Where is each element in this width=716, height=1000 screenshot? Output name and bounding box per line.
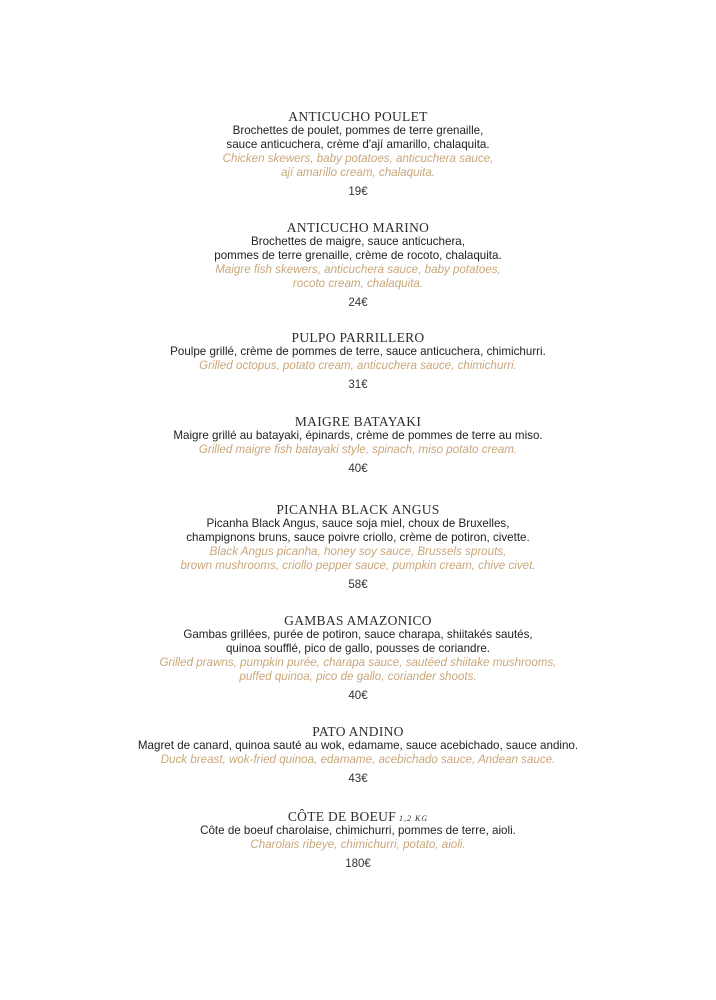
dish-title <box>0 503 716 517</box>
dish-name: MAIGRE BATAYAKI <box>294 414 422 429</box>
french-description-line: Brochettes de poulet, pommes de terre grenaille, <box>232 124 484 137</box>
dish-weight: 1,2 KG <box>399 814 429 823</box>
menu-item <box>0 110 716 199</box>
dish-name: ANTICUCHO MARINO <box>286 220 430 235</box>
french-description-line: quinoa soufflé, pico de gallo, pousses de coriandre. <box>225 642 491 655</box>
dish-price: 58€ <box>348 579 368 591</box>
dish-price: 40€ <box>348 690 368 702</box>
dish-price: 31€ <box>348 379 368 391</box>
dish-title <box>0 810 716 824</box>
dish-title <box>0 110 716 124</box>
french-description-line: Gambas grillées, purée de potiron, sauce charapa, shiitakés sautés, <box>183 628 533 641</box>
english-description-line: Grilled maigre fish batayaki style, spinach, miso potato cream. <box>198 443 518 456</box>
french-description-line: Picanha Black Angus, sauce soja miel, choux de Bruxelles, <box>206 517 510 530</box>
menu-item <box>0 415 716 476</box>
dish-title <box>0 331 716 345</box>
menu-item <box>0 614 716 703</box>
dish-name: ANTICUCHO POULET <box>288 109 428 124</box>
english-description-line: rocoto cream, chalaquita. <box>292 277 424 290</box>
english-description-line: Black Angus picanha, honey soy sauce, Brussels sprouts, <box>209 545 507 558</box>
english-description-line: brown mushrooms, criollo pepper sauce, pumpkin cream, chive civet. <box>180 559 536 572</box>
menu-item <box>0 331 716 392</box>
english-description-line: Grilled prawns, pumpkin purée, charapa sauce, sautéed shiitake mushrooms, <box>159 656 557 669</box>
french-description-line: champignons bruns, sauce poivre criollo, crème de potiron, civette. <box>186 531 530 544</box>
dish-name: PICANHA BLACK ANGUS <box>276 502 440 517</box>
french-description-line: Côte de boeuf charolaise, chimichurri, pommes de terre, aioli. <box>200 824 516 837</box>
french-description-line: Poulpe grillé, crème de pommes de terre, sauce anticuchera, chimichurri. <box>170 345 546 358</box>
english-description-line: Chicken skewers, baby potatoes, anticuchera sauce, <box>222 152 494 165</box>
french-description-line: Brochettes de maigre, sauce anticuchera, <box>251 235 465 248</box>
dish-price: 40€ <box>348 463 368 475</box>
french-description-line: pommes de terre grenaille, crème de rocoto, chalaquita. <box>214 249 502 262</box>
dish-title <box>0 614 716 628</box>
english-description-line: Duck breast, wok-fried quinoa, edamame, acebichado sauce, Andean sauce. <box>160 753 556 766</box>
dish-title <box>0 415 716 429</box>
dish-price: 24€ <box>348 297 368 309</box>
french-description-line: Maigre grillé au batayaki, épinards, crème de pommes de terre au miso. <box>173 429 543 442</box>
french-description-line: sauce anticuchera, crème d'ají amarillo, chalaquita. <box>226 138 490 151</box>
dish-title <box>0 725 716 739</box>
french-description-line: Magret de canard, quinoa sauté au wok, edamame, sauce acebichado, sauce andino. <box>137 739 579 752</box>
english-description-line: Grilled octopus, potato cream, anticuchera sauce, chimichurri. <box>199 359 517 372</box>
menu-item <box>0 221 716 310</box>
menu-item <box>0 503 716 592</box>
english-description-line: puffed quinoa, pico de gallo, coriander shoots. <box>239 670 477 683</box>
dish-name: PATO ANDINO <box>312 724 404 739</box>
dish-price: 19€ <box>348 186 368 198</box>
dish-price: 180€ <box>345 858 371 870</box>
dish-name: GAMBAS AMAZONICO <box>284 613 432 628</box>
menu-item <box>0 725 716 786</box>
english-description-line: Maigre fish skewers, anticuchera sauce, baby potatoes, <box>215 263 501 276</box>
english-description-line: ají amarillo cream, chalaquita. <box>280 166 435 179</box>
dish-title <box>0 221 716 235</box>
dish-name: CÔTE DE BOEUF <box>287 809 397 824</box>
menu-item <box>0 810 716 871</box>
english-description-line: Charolais ribeye, chimichurri, potato, aioli. <box>250 838 466 851</box>
dish-name: PULPO PARRILLERO <box>291 330 425 345</box>
dish-price: 43€ <box>348 773 368 785</box>
